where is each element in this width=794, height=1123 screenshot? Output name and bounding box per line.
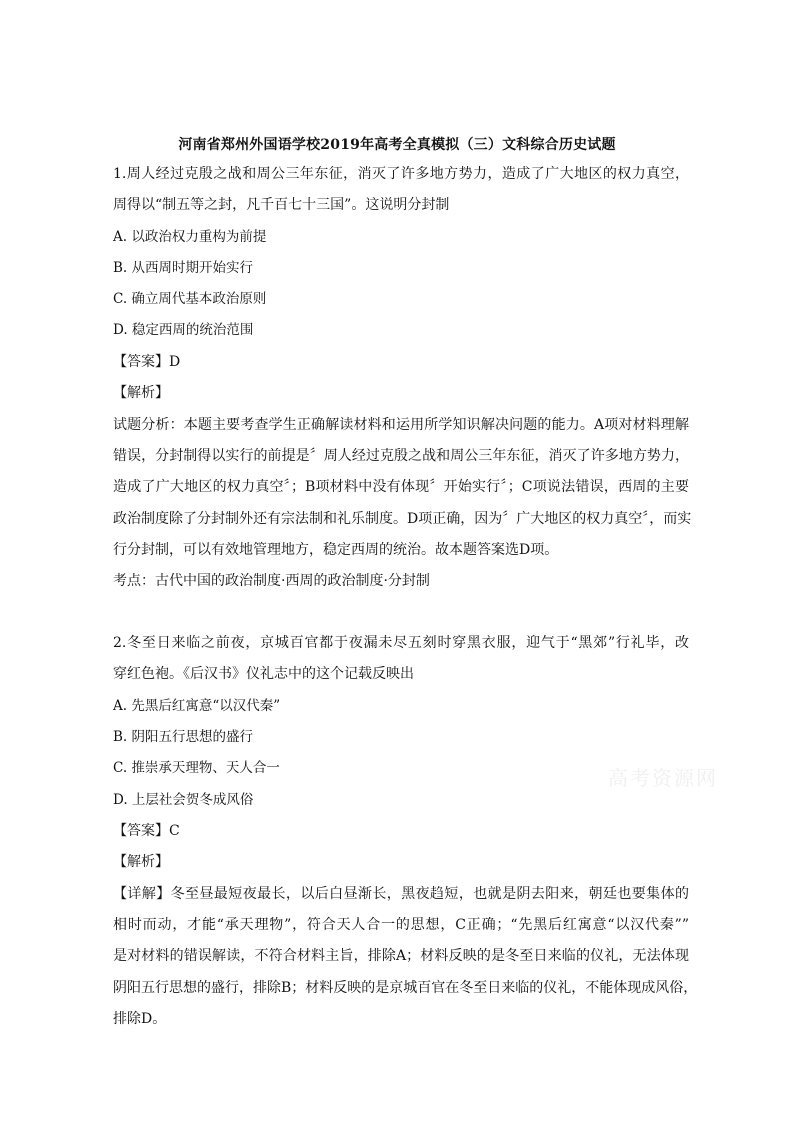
q1-option-d: D. 稳定西周的统治范围 bbox=[113, 322, 254, 338]
q2-option-d: D. 上层社会贺冬成风俗 bbox=[113, 792, 254, 808]
q1-analysis-line-2: 错误，分封制得以实行的前提是〞周人经过克殷之战和周公三年东征，消灭了许多地方势力， bbox=[113, 448, 689, 464]
q2-analysis-label: 【解析】 bbox=[113, 854, 169, 870]
q2-analysis-line-3: 是对材料的错误解读，不符合材料主旨，排除A；材料反映的是冬至日来临的仪礼，无法体现 bbox=[113, 948, 689, 964]
q1-option-b: B. 从西周时期开始实行 bbox=[113, 260, 254, 276]
q2-analysis-line-2: 相时而动，才能“承天理物”，符合天人合一的思想，C正确；“先黑后红寓意“以汉代秦”” bbox=[113, 917, 689, 933]
q2-stem-line-2: 穿红色袍。《后汉书》仪礼志中的这个记载反映出 bbox=[113, 666, 414, 682]
q1-analysis-line-5: 行分封制，可以有效地管理地方，稳定西周的统治。故本题答案选D项。 bbox=[113, 542, 559, 558]
q1-option-c: C. 确立周代基本政治原则 bbox=[113, 291, 267, 307]
q2-answer: 【答案】C bbox=[113, 823, 180, 839]
q1-stem-line-2: 周得以“制五等之封，凡千百七十三国”。这说明分封制 bbox=[113, 197, 450, 213]
q2-analysis-line-5: 排除D。 bbox=[113, 1011, 167, 1027]
q1-analysis-line-4: 政治制度除了分封制外还有宗法制和礼乐制度。D项正确，因为〞广大地区的权力真空〞，而实 bbox=[113, 511, 692, 527]
watermark: 高考资源网 bbox=[608, 766, 718, 790]
q2-analysis-line-4: 阴阳五行思想的盛行，排除B；材料反映的是京城百官在冬至日来临的仪礼，不能体现成风俗， bbox=[113, 980, 698, 996]
q1-option-a: A. 以政治权力重构为前提 bbox=[113, 229, 267, 245]
q2-option-b: B. 阴阳五行思想的盛行 bbox=[113, 729, 254, 745]
q2-option-a: A. 先黑后红寓意“以汉代秦” bbox=[113, 698, 281, 714]
q1-answer: 【答案】D bbox=[113, 354, 181, 370]
q1-analysis-line-3: 造成了广大地区的权力真空〞；B项材料中没有体现〞开始实行〞；C项说法错误，西周的主要 bbox=[113, 479, 689, 495]
page-title: 河南省郑州外国语学校2019年高考全真模拟（三）文科综合历史试题 bbox=[178, 137, 616, 153]
q2-analysis-line-1: 【详解】冬至昼最短夜最长，以后白昼渐长，黑夜趋短，也就是阴去阳来，朝廷也要集体的 bbox=[113, 886, 689, 902]
q1-analysis-label: 【解析】 bbox=[113, 385, 169, 401]
q1-point: 考点：古代中国的政治制度·西周的政治制度·分封制 bbox=[113, 573, 430, 589]
q1-analysis-line-1: 试题分析：本题主要考查学生正确解读材料和运用所学知识解决问题的能力。A项对材料理解 bbox=[113, 417, 689, 433]
q2-option-c: C. 推崇承天理物、天人合一 bbox=[113, 760, 280, 776]
q1-stem-line-1: 1.周人经过克殷之战和周公三年东征，消灭了许多地方势力，造成了广大地区的权力真空， bbox=[113, 166, 689, 182]
q2-stem-line-1: 2.冬至日来临之前夜，京城百官都于夜漏未尽五刻时穿黑衣服，迎气于“黑郊”行礼毕，改 bbox=[113, 635, 689, 651]
